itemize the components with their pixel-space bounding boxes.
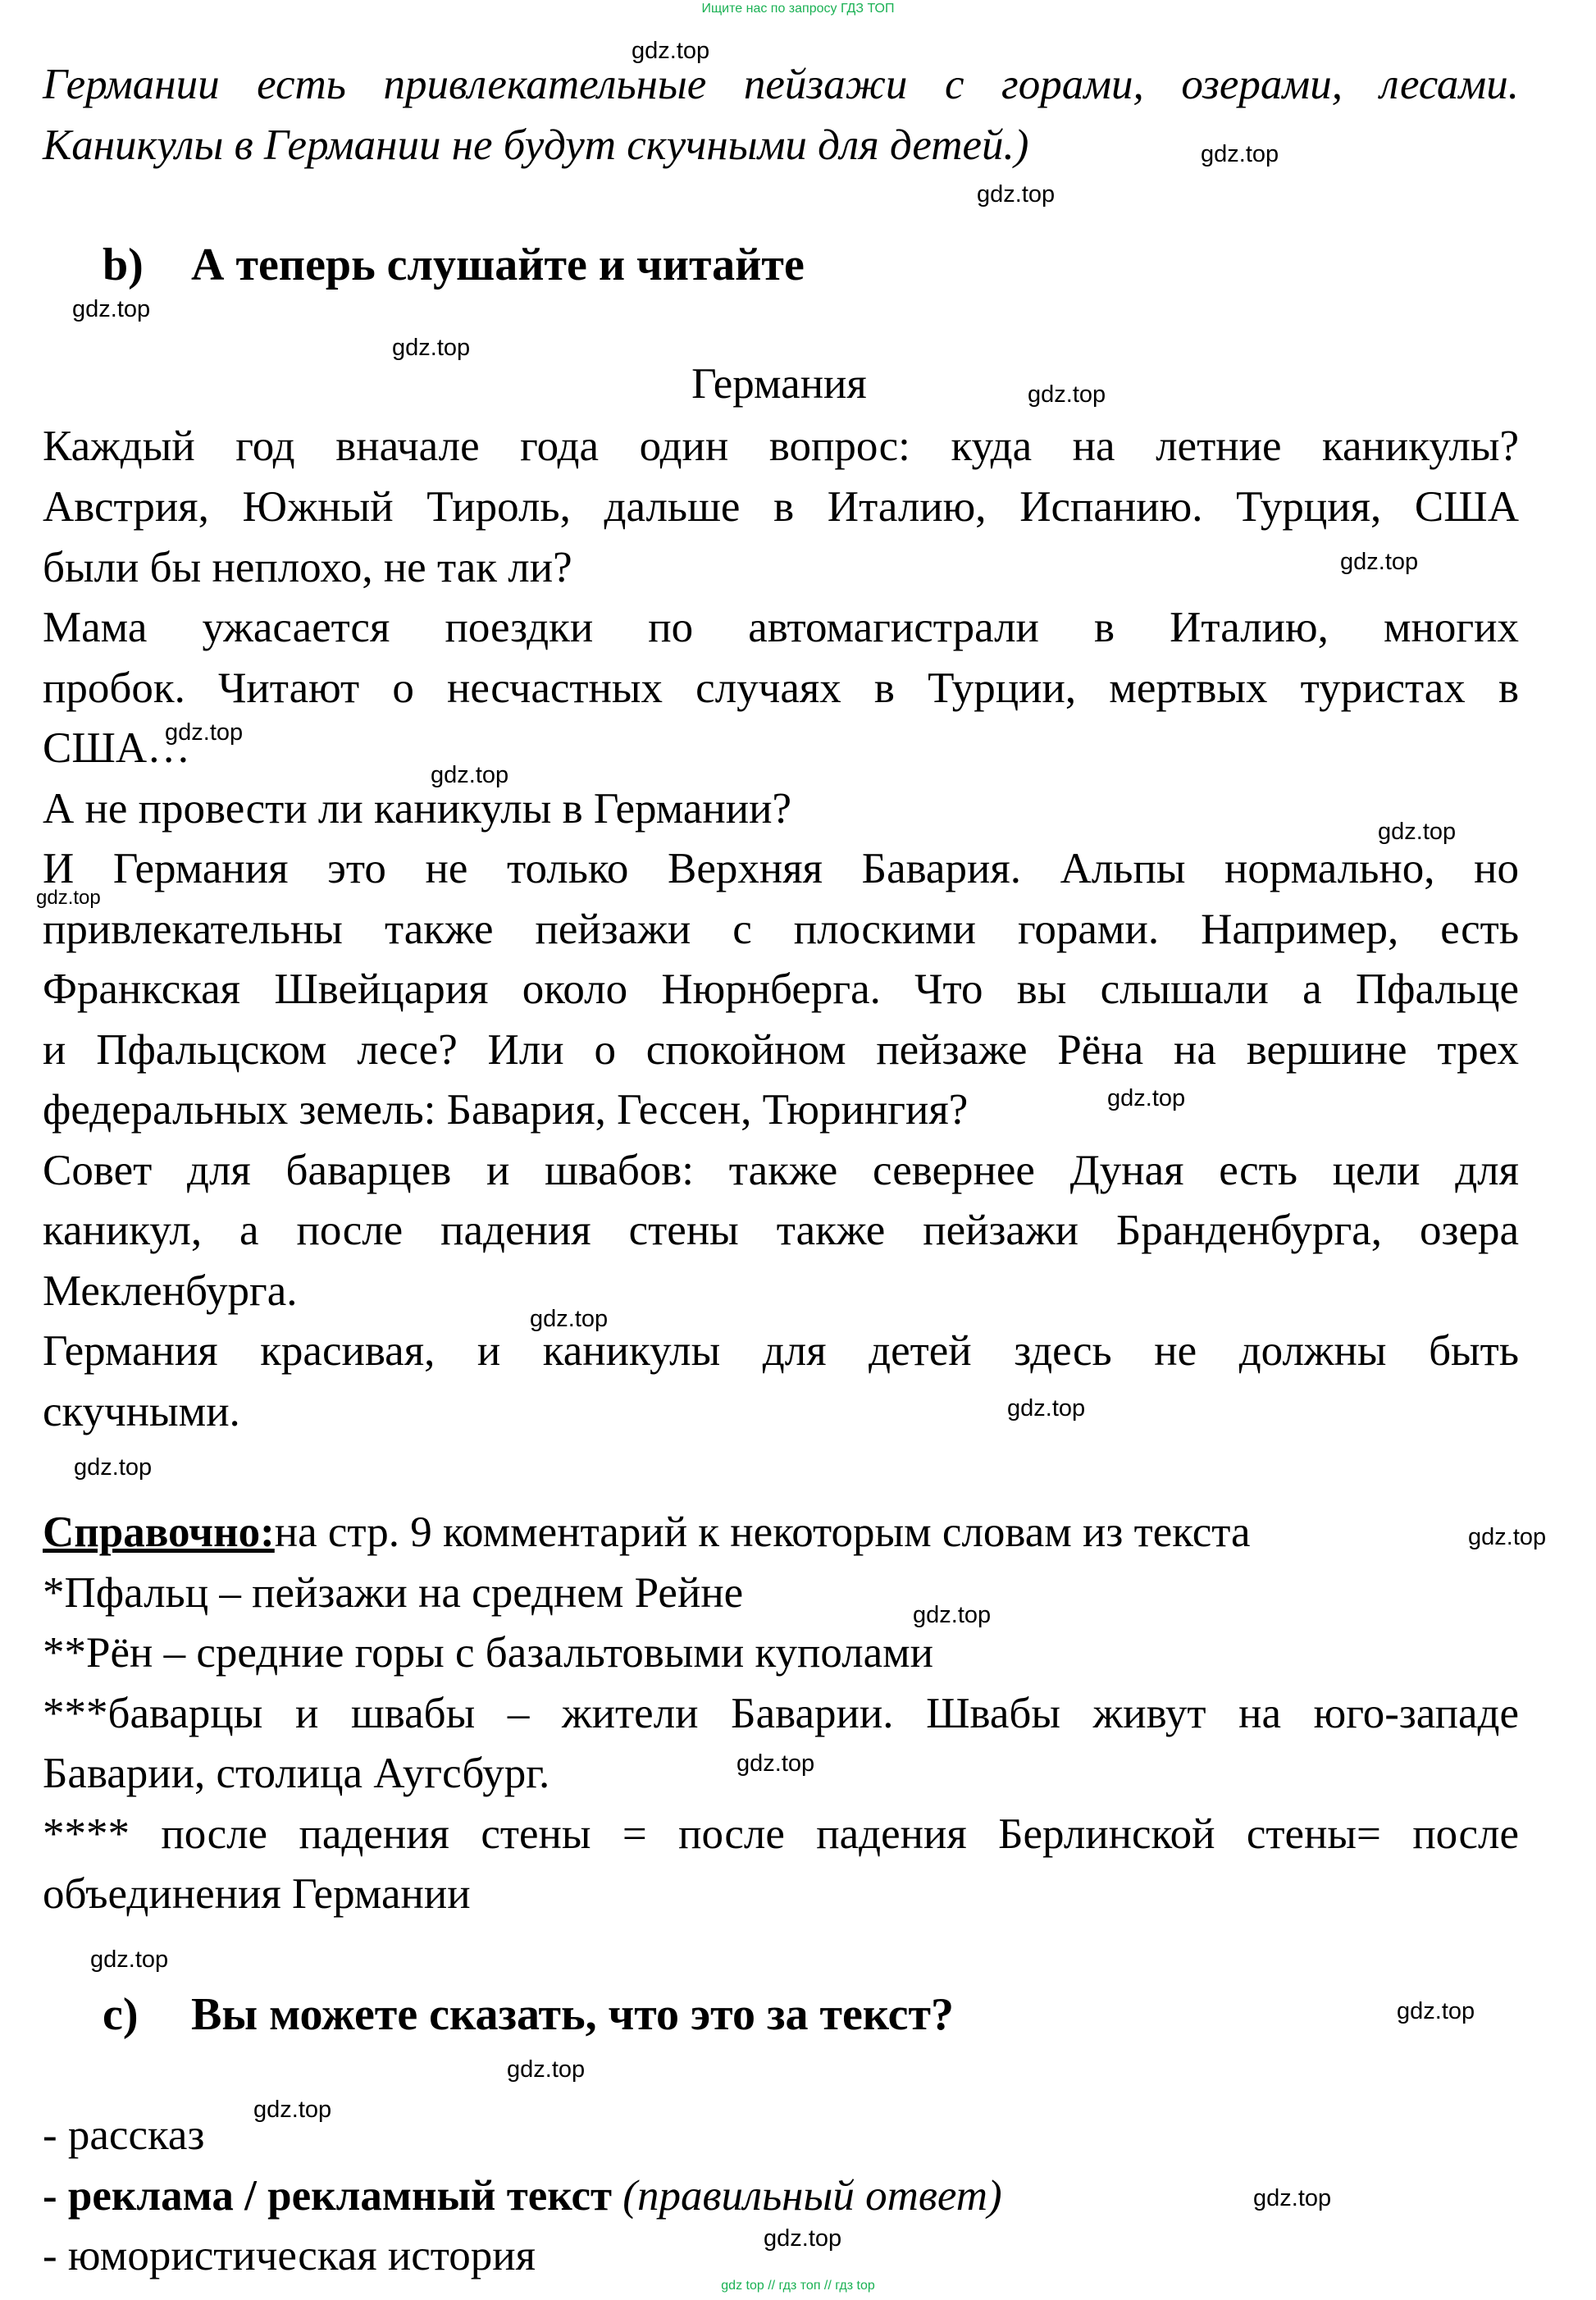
- body-line: скучными.: [43, 1388, 240, 1435]
- body-line: США…: [43, 724, 191, 772]
- body-line: Мекленбурга.: [43, 1267, 298, 1315]
- reference-header: [43, 1506, 1519, 1558]
- correct-answer-note: (правильный ответ): [622, 2172, 1002, 2220]
- watermark: gdz.top: [1468, 1524, 1547, 1550]
- bottom-banner: gdz top // гдз топ // гдз top: [721, 2279, 875, 2293]
- reference-note: Баварии, столица Аугсбург.: [43, 1750, 550, 1797]
- watermark: gdz.top: [1253, 2185, 1332, 2211]
- body-line: были бы неплохо, не так ли?: [43, 544, 572, 591]
- watermark: gdz.top: [977, 181, 1056, 208]
- intro-line-1: Германии есть привлекательные пейзажи с горами, озерами, лесами.: [43, 61, 1519, 108]
- watermark: gdz.top: [1028, 381, 1106, 408]
- watermark: gdz.top: [72, 296, 151, 322]
- body-line: пробок. Читают о несчастных случаях в Турции, мертвых туристах в: [43, 664, 1519, 712]
- watermark: gdz.top: [507, 2056, 586, 2083]
- top-banner: Ищите нас по запросу ГДЗ ТОП: [701, 2, 895, 16]
- reference-note: ***баварцы и швабы – жители Баварии. Швабы живут на юго-западе: [43, 1690, 1519, 1737]
- watermark: gdz.top: [1340, 549, 1419, 575]
- body-line: привлекательны также пейзажи с плоскими горами. Например, есть: [43, 906, 1519, 953]
- body-line: федеральных земель: Бавария, Гессен, Тюрингия?: [43, 1086, 969, 1134]
- body-line: Каждый год вначале года один вопрос: куда на летние каникулы?: [43, 422, 1519, 470]
- section-c-letter: c): [103, 1989, 139, 2040]
- body-line: И Германия это не только Верхняя Бавария. Альпы нормально, но: [43, 845, 1519, 892]
- watermark: gdz.top: [530, 1306, 609, 1332]
- text-title: Германия: [691, 360, 867, 408]
- body-line: Австрия, Южный Тироль, дальше в Италию, Испанию. Турция, США: [43, 483, 1519, 531]
- watermark: gdz.top: [1397, 1998, 1475, 2024]
- section-c-title: Вы можете сказать, что это за текст?: [191, 1989, 955, 2040]
- reference-label: Справочно:: [43, 1508, 275, 1556]
- body-line: Мама ужасается поездки по автомагистрали в Италию, многих: [43, 604, 1519, 651]
- watermark: gdz.top: [74, 1454, 153, 1481]
- reference-note: **Рён – средние горы с базальтовыми куполами: [43, 1629, 934, 1677]
- body-line: и Пфальцском лесе? Или о спокойном пейзаже Рёна на вершине трех: [43, 1026, 1519, 1074]
- watermark: gdz.top: [90, 1946, 169, 1973]
- watermark: gdz.top: [165, 719, 244, 746]
- option-story: - рассказ: [43, 2111, 205, 2159]
- reference-note: **** после падения стены = после падения Берлинской стены= после: [43, 1810, 1519, 1858]
- watermark: gdz.top: [913, 1602, 992, 1628]
- section-b-letter: b): [103, 240, 144, 290]
- intro-line-2: Каникулы в Германии не будут скучными для детей.): [43, 121, 1029, 169]
- watermark: gdz.top: [392, 335, 471, 361]
- body-line: Германия красивая, и каникулы для детей здесь не должны быть: [43, 1327, 1519, 1375]
- option-advertisement-label: - реклама / рекламный текст: [43, 2172, 613, 2220]
- watermark: gdz.top: [1378, 819, 1457, 845]
- body-line: Совет для баварцев и швабов: также севернее Дуная есть цели для: [43, 1147, 1519, 1194]
- watermark: gdz.top: [736, 1750, 815, 1777]
- option-humor-story: - юмористическая история: [43, 2232, 536, 2279]
- body-line: А не провести ли каникулы в Германии?: [43, 785, 792, 833]
- watermark: gdz.top: [632, 38, 710, 64]
- watermark: gdz.top: [1107, 1085, 1186, 1111]
- body-line: Франкская Швейцария около Нюрнберга. Что вы слышали а Пфальце: [43, 965, 1519, 1013]
- watermark: gdz.top: [36, 887, 101, 909]
- watermark: gdz.top: [431, 762, 509, 788]
- watermark: gdz.top: [1201, 141, 1279, 167]
- reference-text: на стр. 9 комментарий к некоторым словам из текста: [274, 1508, 1251, 1556]
- watermark: gdz.top: [764, 2225, 842, 2252]
- watermark: gdz.top: [1007, 1395, 1086, 1422]
- section-b-title: А теперь слушайте и читайте: [191, 240, 805, 290]
- watermark: gdz.top: [253, 2097, 332, 2123]
- reference-note: объединения Германии: [43, 1870, 471, 1918]
- reference-note: *Пфальц – пейзажи на среднем Рейне: [43, 1569, 744, 1617]
- body-line: каникул, а после падения стены также пейзажи Бранденбурга, озера: [43, 1207, 1519, 1254]
